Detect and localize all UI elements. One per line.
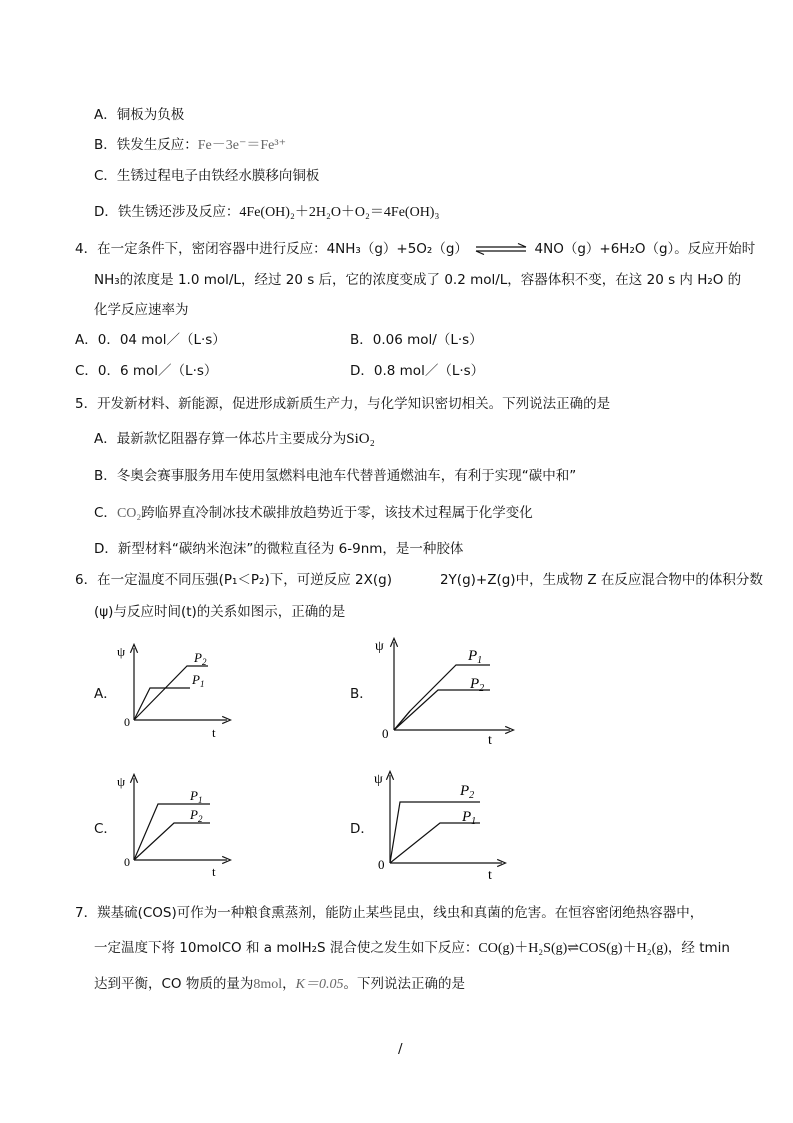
x-axis-label: t — [212, 725, 216, 740]
q3-option-b — [94, 136, 286, 155]
q3-option-a: A．铜板为负极 — [94, 107, 185, 123]
q7-stem-line1: 7．羰基硫(COS)可作为一种粮食熏蒸剂，能防止某些昆虫，线虫和真菌的危害。在恒容密闭绝热容器中， — [75, 905, 704, 921]
q3-option-d-formula: 4Fe(OH)₂＋2H₂O＋O₂＝4Fe(OH)₃ — [239, 205, 440, 220]
q4-stem-line3: 化学反应速率为 — [94, 302, 189, 318]
y-axis-label: ψ — [117, 774, 126, 789]
label-p1: $P_1$ — [462, 809, 477, 827]
q6-stem-line1-a: 6．在一定温度不同压强(P₁＜P₂)下，可逆反应 2X(g) — [75, 572, 392, 588]
page-mark: / — [398, 1041, 403, 1057]
q4-option-b: B．0.06 mol/（L·s） — [350, 332, 483, 348]
q5-option-a — [94, 430, 375, 448]
q5-stem: 5．开发新材料、新能源，促进形成新质生产力，与化学知识密切相关。下列说法正确的是 — [75, 396, 611, 412]
q4-stem-line1-a: 4．在一定条件下，密闭容器中进行反应：4NH₃（g）+5O₂（g） — [75, 241, 468, 257]
q3-option-b-formula: Fe－3e⁻＝Fe³⁺ — [197, 138, 286, 153]
q6-stem-line1 — [75, 571, 763, 589]
q7-stem-line2 — [94, 939, 730, 958]
origin-label: 0 — [124, 855, 130, 869]
origin-label: 0 — [378, 857, 385, 872]
q6-graph-a-label: A． — [94, 686, 117, 702]
q7-k-value: K＝0.05 — [295, 977, 344, 992]
q4-stem-line1-b: 4NO（g）+6H₂O（g）。反应开始时 — [534, 241, 756, 257]
q5-option-b: B．冬奥会赛事服务用车使用氢燃料电池车代替普通燃油车，有利于实现“碳中和” — [94, 468, 577, 484]
q6-stem-line2: (ψ)与反应时间(t)的关系如图示，正确的是 — [94, 604, 346, 620]
curve-p1-start — [394, 711, 410, 730]
q5-option-c — [94, 504, 533, 523]
q4-option-a: A．0．04 mol／（L·s） — [75, 332, 226, 348]
q7-stem-line2-a: 一定温度下将 10molCO 和 a molH₂S 混合使之发生如下反应： — [94, 940, 479, 956]
curve-p2 — [394, 690, 490, 730]
q5-option-c-formula: CO₂ — [116, 506, 142, 521]
q6-graph-b — [370, 632, 520, 747]
curve-p1 — [390, 823, 480, 863]
q7-separator: ， — [282, 976, 296, 992]
q7-co-amount: 8mol — [253, 977, 283, 992]
label-p2: $P_2$ — [190, 807, 203, 824]
x-axis-label: t — [212, 864, 216, 878]
label-p2: $P_2$ — [194, 650, 207, 667]
q5-option-a-formula: SiO₂ — [346, 431, 375, 447]
q7-stem-line3-a: 达到平衡，CO 物质的量为 — [94, 976, 254, 992]
origin-label: 0 — [382, 726, 389, 741]
q6-stem-line1-b: 2Y(g)+Z(g)中，生成物 Z 在反应混合物中的体积分数 — [439, 572, 763, 588]
q7-stem-line3 — [94, 975, 465, 994]
q5-option-c-text: 跨临界直冷制冰技术碳排放趋势近于零，该技术过程属于化学变化 — [141, 505, 533, 521]
origin-label: 0 — [124, 715, 130, 729]
q6-graph-d — [370, 765, 520, 883]
q7-stem-line2-b: ，经 tmin — [667, 940, 730, 956]
x-axis-label: t — [488, 733, 492, 747]
curve-p1 — [134, 804, 210, 860]
label-p2: $P_2$ — [470, 676, 485, 694]
q5-option-d: D．新型材料“碳纳米泡沫”的微粒直径为 6-9nm，是一种胶体 — [94, 541, 464, 557]
curve-p1 — [134, 688, 190, 720]
label-p1: $P_1$ — [192, 672, 205, 689]
q3-option-c: C．生锈过程电子由铁经水膜移向铜板 — [94, 168, 320, 184]
label-p1: $P_1$ — [190, 788, 203, 805]
q4-option-c: C．0．6 mol／（L·s） — [75, 363, 218, 379]
curve-p1 — [394, 665, 490, 730]
q3-option-d — [94, 203, 439, 222]
label-p2: $P_2$ — [460, 783, 475, 801]
q5-option-a-text: A．最新款忆阻器存算一体芯片主要成分为 — [94, 431, 347, 447]
q3-option-b-text: B．铁发生反应： — [94, 137, 198, 153]
label-p1: $P_1$ — [468, 648, 483, 666]
q6-graph-c — [112, 768, 252, 878]
q4-stem-line1 — [75, 240, 755, 258]
q4-stem-line2: NH₃的浓度是 1.0 mol/L，经过 20 s 后，它的浓度变成了 0.2 mol/L，容器体积不变，在这 20 s 内 H₂O 的 — [94, 272, 742, 288]
equilibrium-arrow-icon — [474, 243, 528, 255]
q7-reaction-formula: CO(g)＋H₂S(g)⇌COS(g)＋H₂(g) — [478, 941, 668, 956]
q6-graph-c-label: C． — [94, 821, 117, 837]
q6-graph-d-label: D． — [350, 821, 374, 837]
q3-option-d-text: D．铁生锈还涉及反应： — [94, 204, 240, 220]
y-axis-label: ψ — [117, 644, 126, 659]
curve-p2 — [134, 823, 210, 860]
q6-graph-b-label: B． — [350, 686, 373, 702]
x-axis-label: t — [488, 868, 492, 883]
y-axis-label: ψ — [374, 772, 383, 787]
q6-graph-a — [112, 640, 252, 740]
y-axis-label: ψ — [375, 639, 384, 654]
q4-option-d: D．0.8 mol／（L·s） — [350, 363, 485, 379]
q5-option-c-prefix: C． — [94, 505, 117, 521]
q7-stem-line3-b: 。下列说法正确的是 — [343, 976, 465, 992]
